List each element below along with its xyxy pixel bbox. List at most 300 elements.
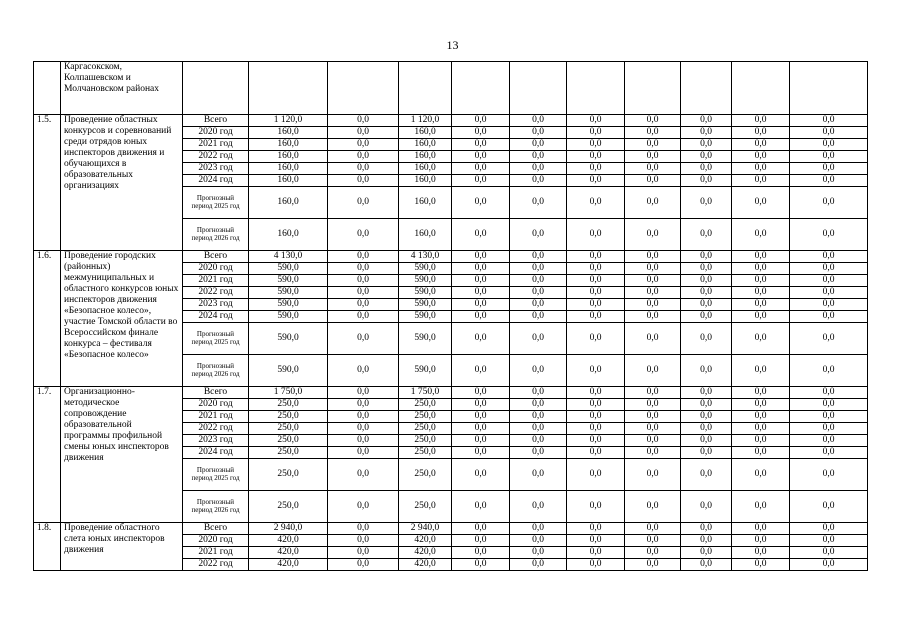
value-cell: 0,0 [732,447,790,459]
value-cell: 0,0 [567,547,625,559]
value-cell: 420,0 [249,547,328,559]
value-cell: 0,0 [328,163,399,175]
value-cell: 0,0 [567,559,625,571]
value-cell: 0,0 [790,435,868,447]
row-index-cell: 1.5. [34,115,61,251]
value-cell: 0,0 [452,251,510,263]
value-cell: 590,0 [249,355,328,387]
value-cell: 0,0 [681,299,732,311]
value-cell: 250,0 [249,411,328,423]
value-cell: 0,0 [681,323,732,355]
value-cell: 0,0 [567,127,625,139]
value-cell: 0,0 [510,163,567,175]
value-cell: 0,0 [681,447,732,459]
value-cell: 2 940,0 [249,523,328,535]
value-cell [625,62,681,115]
value-cell: 0,0 [625,423,681,435]
value-cell: 0,0 [625,387,681,399]
value-cell: 1 750,0 [249,387,328,399]
value-cell: 0,0 [790,399,868,411]
value-cell: 0,0 [510,187,567,219]
value-cell: 0,0 [681,251,732,263]
value-cell: 0,0 [452,219,510,251]
value-cell: 0,0 [510,447,567,459]
value-cell: 0,0 [510,251,567,263]
value-cell: 0,0 [790,387,868,399]
value-cell: 0,0 [790,559,868,571]
value-cell: 0,0 [732,435,790,447]
value-cell: 0,0 [732,399,790,411]
value-cell: 0,0 [328,535,399,547]
value-cell: 0,0 [510,219,567,251]
value-cell: 590,0 [399,311,452,323]
value-cell: 0,0 [625,311,681,323]
value-cell: 0,0 [625,187,681,219]
value-cell: 0,0 [625,263,681,275]
value-cell: 590,0 [399,275,452,287]
value-cell: 0,0 [790,355,868,387]
value-cell: 0,0 [510,423,567,435]
value-cell: 0,0 [510,535,567,547]
value-cell: 0,0 [328,435,399,447]
value-cell: 0,0 [732,263,790,275]
value-cell: 0,0 [452,175,510,187]
value-cell: 0,0 [732,219,790,251]
table-row [34,387,868,399]
value-cell: 0,0 [625,275,681,287]
value-cell: 0,0 [732,187,790,219]
value-cell: 0,0 [625,219,681,251]
value-cell: 0,0 [790,299,868,311]
value-cell: 0,0 [510,151,567,163]
value-cell: 250,0 [249,459,328,491]
value-cell: 0,0 [625,535,681,547]
activity-name-cell: Проведение областного слета юных инспекторов движения [61,523,183,571]
value-cell: 250,0 [249,423,328,435]
value-cell: 160,0 [399,175,452,187]
value-cell: 0,0 [452,163,510,175]
value-cell: 0,0 [732,139,790,151]
value-cell: 0,0 [790,151,868,163]
value-cell: 0,0 [328,139,399,151]
value-cell: 0,0 [328,275,399,287]
table-body [34,62,868,571]
value-cell: 0,0 [328,251,399,263]
value-cell: 0,0 [510,139,567,151]
row-index-cell: 1.6. [34,251,61,387]
value-cell: 0,0 [625,115,681,127]
value-cell: 0,0 [567,435,625,447]
period-cell: 2024 год [183,175,249,187]
value-cell: 0,0 [567,163,625,175]
value-cell: 0,0 [625,151,681,163]
value-cell: 0,0 [790,491,868,523]
value-cell: 0,0 [681,535,732,547]
value-cell: 420,0 [249,559,328,571]
period-cell: 2023 год [183,163,249,175]
value-cell: 590,0 [399,299,452,311]
row-index-cell: 1.7. [34,387,61,523]
value-cell: 1 750,0 [399,387,452,399]
value-cell: 160,0 [399,187,452,219]
value-cell: 0,0 [732,459,790,491]
value-cell [732,62,790,115]
value-cell: 160,0 [399,127,452,139]
value-cell: 0,0 [567,423,625,435]
value-cell: 0,0 [790,535,868,547]
value-cell: 0,0 [328,219,399,251]
value-cell: 0,0 [328,175,399,187]
value-cell: 0,0 [681,423,732,435]
value-cell: 250,0 [249,435,328,447]
value-cell: 0,0 [328,559,399,571]
value-cell: 0,0 [510,127,567,139]
value-cell: 0,0 [732,151,790,163]
value-cell: 0,0 [732,127,790,139]
value-cell: 0,0 [452,263,510,275]
value-cell: 0,0 [681,127,732,139]
value-cell: 0,0 [625,411,681,423]
value-cell: 420,0 [399,535,452,547]
value-cell: 0,0 [328,263,399,275]
value-cell: 0,0 [625,163,681,175]
value-cell: 160,0 [249,175,328,187]
value-cell: 160,0 [249,127,328,139]
value-cell [510,62,567,115]
value-cell: 0,0 [732,491,790,523]
value-cell: 590,0 [249,323,328,355]
value-cell: 0,0 [452,387,510,399]
value-cell: 0,0 [732,163,790,175]
value-cell: 0,0 [790,423,868,435]
value-cell: 0,0 [790,175,868,187]
value-cell: 0,0 [510,323,567,355]
activity-name-cell: Проведение областных конкурсов и соревнований среди отрядов юных инспекторов движения и обучающихся в образовательных организациях [61,115,183,251]
period-cell: 2021 год [183,547,249,559]
period-cell: 2022 год [183,559,249,571]
value-cell: 0,0 [452,187,510,219]
value-cell: 590,0 [249,263,328,275]
value-cell: 420,0 [249,535,328,547]
value-cell: 0,0 [625,559,681,571]
value-cell: 0,0 [732,387,790,399]
value-cell: 0,0 [681,399,732,411]
period-cell: 2023 год [183,299,249,311]
value-cell: 0,0 [567,275,625,287]
value-cell: 0,0 [452,423,510,435]
value-cell: 0,0 [732,547,790,559]
value-cell: 0,0 [452,547,510,559]
value-cell: 0,0 [567,251,625,263]
value-cell: 0,0 [452,459,510,491]
value-cell: 0,0 [567,115,625,127]
period-cell: 2023 год [183,435,249,447]
value-cell: 0,0 [681,435,732,447]
value-cell: 0,0 [681,311,732,323]
value-cell: 0,0 [790,459,868,491]
period-cell: 2021 год [183,411,249,423]
value-cell: 0,0 [681,151,732,163]
value-cell: 0,0 [452,311,510,323]
value-cell: 160,0 [399,151,452,163]
value-cell [399,62,452,115]
value-cell: 0,0 [510,263,567,275]
value-cell: 0,0 [328,387,399,399]
value-cell: 0,0 [510,491,567,523]
page-number: 13 [446,38,459,52]
value-cell: 160,0 [249,187,328,219]
value-cell: 0,0 [452,399,510,411]
value-cell: 0,0 [452,299,510,311]
value-cell: 0,0 [510,523,567,535]
value-cell: 4 130,0 [399,251,452,263]
period-cell: 2021 год [183,275,249,287]
value-cell: 0,0 [452,559,510,571]
period-cell: 2022 год [183,287,249,299]
value-cell: 0,0 [452,411,510,423]
value-cell: 0,0 [510,299,567,311]
budget-table [33,61,868,571]
period-cell: Прогнозный период 2025 год [183,187,249,219]
value-cell: 0,0 [790,127,868,139]
value-cell: 1 120,0 [399,115,452,127]
value-cell: 420,0 [399,559,452,571]
value-cell: 0,0 [510,459,567,491]
value-cell: 0,0 [328,127,399,139]
value-cell: 0,0 [625,399,681,411]
value-cell: 250,0 [399,435,452,447]
value-cell: 0,0 [510,387,567,399]
row-index-cell [34,62,61,115]
value-cell: 0,0 [328,447,399,459]
value-cell: 0,0 [790,263,868,275]
value-cell: 0,0 [790,547,868,559]
value-cell: 0,0 [510,287,567,299]
row-index-cell: 1.8. [34,523,61,571]
value-cell: 0,0 [328,323,399,355]
value-cell: 0,0 [732,287,790,299]
value-cell: 0,0 [732,523,790,535]
value-cell: 0,0 [510,115,567,127]
value-cell: 2 940,0 [399,523,452,535]
value-cell [790,62,868,115]
value-cell: 0,0 [452,435,510,447]
value-cell: 0,0 [452,275,510,287]
activity-name-cell: Проведение городских (районных) межмуниципальных и областного конкурсов юных инспекторов движения «Безопасное колесо», участие Томской области во Всероссийском финале конкурса – фестиваля «Безопасное колесо» [61,251,183,387]
period-cell: 2022 год [183,151,249,163]
period-cell: 2020 год [183,263,249,275]
period-cell: Прогнозный период 2025 год [183,323,249,355]
value-cell: 160,0 [249,163,328,175]
value-cell: 0,0 [732,323,790,355]
value-cell: 0,0 [681,175,732,187]
value-cell: 0,0 [681,275,732,287]
value-cell: 0,0 [328,423,399,435]
table-row [34,62,868,115]
value-cell: 0,0 [510,275,567,287]
table-row [34,115,868,127]
value-cell: 160,0 [249,139,328,151]
value-cell: 0,0 [328,355,399,387]
value-cell: 0,0 [790,447,868,459]
value-cell: 590,0 [249,275,328,287]
value-cell: 0,0 [452,535,510,547]
value-cell: 590,0 [399,287,452,299]
period-cell: Прогнозный период 2026 год [183,219,249,251]
period-cell: Прогнозный период 2026 год [183,491,249,523]
value-cell: 0,0 [567,491,625,523]
value-cell: 0,0 [681,411,732,423]
value-cell: 160,0 [399,163,452,175]
value-cell: 0,0 [567,387,625,399]
period-cell: Прогнозный период 2026 год [183,355,249,387]
value-cell: 250,0 [249,399,328,411]
value-cell: 0,0 [732,411,790,423]
value-cell: 0,0 [510,547,567,559]
period-cell [183,62,249,115]
value-cell: 0,0 [732,299,790,311]
value-cell: 0,0 [790,311,868,323]
period-cell: 2022 год [183,423,249,435]
period-cell: Прогнозный период 2025 год [183,459,249,491]
value-cell: 0,0 [510,311,567,323]
value-cell: 0,0 [567,151,625,163]
value-cell: 250,0 [399,447,452,459]
value-cell: 250,0 [399,423,452,435]
value-cell: 590,0 [249,311,328,323]
value-cell: 0,0 [681,219,732,251]
value-cell: 0,0 [328,547,399,559]
value-cell: 0,0 [625,355,681,387]
value-cell: 0,0 [625,491,681,523]
table-row [34,251,868,263]
value-cell: 0,0 [567,535,625,547]
value-cell: 0,0 [681,139,732,151]
value-cell: 0,0 [790,139,868,151]
activity-name-cell: Организационно-методическое сопровождение образовательной программы профильной смены юных инспекторов движения [61,387,183,523]
value-cell: 0,0 [732,535,790,547]
value-cell: 0,0 [567,523,625,535]
value-cell: 0,0 [625,175,681,187]
value-cell: 250,0 [399,411,452,423]
value-cell [681,62,732,115]
value-cell: 0,0 [681,355,732,387]
value-cell: 0,0 [567,459,625,491]
value-cell: 0,0 [732,559,790,571]
value-cell: 0,0 [328,523,399,535]
value-cell: 0,0 [567,139,625,151]
value-cell: 0,0 [567,311,625,323]
value-cell: 250,0 [249,491,328,523]
value-cell: 0,0 [567,175,625,187]
period-cell: 2021 год [183,139,249,151]
value-cell: 0,0 [732,355,790,387]
value-cell: 0,0 [732,311,790,323]
value-cell: 0,0 [452,323,510,355]
value-cell: 590,0 [399,355,452,387]
value-cell: 0,0 [328,187,399,219]
value-cell: 590,0 [399,263,452,275]
table-row [34,523,868,535]
period-cell: Всего [183,387,249,399]
value-cell: 0,0 [732,423,790,435]
value-cell: 0,0 [452,287,510,299]
value-cell: 0,0 [452,151,510,163]
value-cell [567,62,625,115]
value-cell: 0,0 [790,219,868,251]
value-cell: 0,0 [681,287,732,299]
value-cell: 0,0 [328,399,399,411]
value-cell: 0,0 [328,491,399,523]
value-cell: 0,0 [510,399,567,411]
value-cell: 0,0 [681,387,732,399]
value-cell: 0,0 [790,187,868,219]
period-cell: Всего [183,523,249,535]
value-cell: 0,0 [681,163,732,175]
period-cell: 2024 год [183,311,249,323]
value-cell: 590,0 [249,299,328,311]
value-cell: 0,0 [790,411,868,423]
value-cell: 160,0 [399,219,452,251]
value-cell: 0,0 [452,127,510,139]
value-cell: 0,0 [328,459,399,491]
value-cell [328,62,399,115]
value-cell: 0,0 [567,447,625,459]
value-cell: 0,0 [790,163,868,175]
value-cell: 0,0 [510,411,567,423]
value-cell: 0,0 [328,287,399,299]
value-cell: 0,0 [510,355,567,387]
value-cell: 1 120,0 [249,115,328,127]
value-cell: 0,0 [681,491,732,523]
value-cell: 250,0 [249,447,328,459]
value-cell: 0,0 [625,127,681,139]
value-cell: 0,0 [681,547,732,559]
value-cell: 4 130,0 [249,251,328,263]
value-cell: 0,0 [625,459,681,491]
value-cell: 0,0 [732,275,790,287]
value-cell: 0,0 [625,251,681,263]
value-cell: 0,0 [567,355,625,387]
value-cell: 0,0 [790,523,868,535]
value-cell: 0,0 [567,299,625,311]
value-cell: 0,0 [790,287,868,299]
value-cell: 0,0 [681,263,732,275]
value-cell: 0,0 [567,219,625,251]
value-cell: 160,0 [249,151,328,163]
value-cell: 0,0 [567,411,625,423]
activity-name-cell: Каргасокском, Колпашевском и Молчановском районах [61,62,183,115]
value-cell: 0,0 [567,187,625,219]
period-cell: 2020 год [183,399,249,411]
value-cell: 590,0 [399,323,452,355]
value-cell: 0,0 [732,175,790,187]
value-cell: 0,0 [625,323,681,355]
value-cell: 420,0 [399,547,452,559]
value-cell: 0,0 [452,523,510,535]
value-cell: 590,0 [249,287,328,299]
value-cell: 0,0 [625,287,681,299]
value-cell: 0,0 [732,115,790,127]
period-cell: Всего [183,251,249,263]
value-cell: 0,0 [625,299,681,311]
value-cell: 0,0 [452,355,510,387]
value-cell: 0,0 [567,323,625,355]
value-cell: 0,0 [452,447,510,459]
value-cell: 0,0 [625,523,681,535]
value-cell: 0,0 [790,115,868,127]
value-cell: 0,0 [790,323,868,355]
